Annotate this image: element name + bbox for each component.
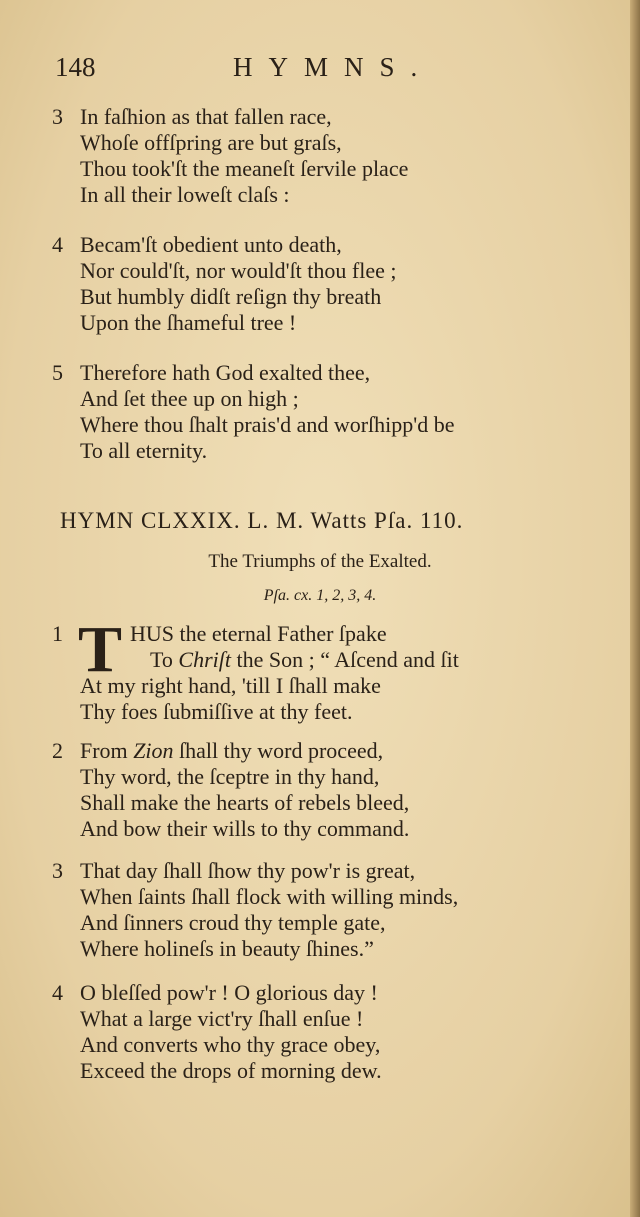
verse-line: But humbly didſt reſign thy breath <box>80 284 382 309</box>
verse-line: To all eternity. <box>80 438 208 463</box>
scripture-reference: Pſa. cx. 1, 2, 3, 4. <box>263 587 377 604</box>
verse-line: Becam'ſt obedient unto death, <box>80 232 342 257</box>
verse-line: To Chriſt the Son ; “ Aſcend and ſit <box>150 647 459 672</box>
page-edge <box>630 0 640 1217</box>
stanza-3-bottom <box>52 858 612 962</box>
verse-line: In all their loweſt claſs : <box>80 182 290 207</box>
stanza-5-top <box>52 360 612 464</box>
verse-line: And bow their wills to thy command. <box>80 816 410 841</box>
verse-line: At my right hand, 'till I ſhall make <box>80 673 381 698</box>
italic-name: Zion <box>133 738 174 763</box>
page-number: 148 <box>55 52 96 82</box>
stanza-1 <box>52 613 612 724</box>
verse-line: From Zion ſhall thy word proceed, <box>80 738 384 763</box>
hymn-subtitle: The Triumphs of the Exalted. <box>208 551 432 572</box>
verse-line: Thy foes ſubmiſſive at thy feet. <box>80 699 353 724</box>
stanza-number: 3 <box>52 858 63 883</box>
verse-line: Upon the ſhameful tree ! <box>80 310 297 335</box>
stanza-4-bottom <box>52 980 612 1084</box>
verse-line: And converts who thy grace obey, <box>80 1032 381 1057</box>
verse-line: Shall make the hearts of rebels bleed, <box>80 790 410 815</box>
stanza-2 <box>52 738 612 842</box>
stanza-number: 4 <box>52 980 63 1005</box>
stanza-number: 4 <box>52 232 63 257</box>
stanza-number: 5 <box>52 360 63 385</box>
verse-line: Where thou ſhalt prais'd and worſhipp'd be <box>80 412 455 437</box>
verse-line: Whoſe offſpring are but graſs, <box>80 130 342 155</box>
verse-line: Nor could'ſt, nor would'ſt thou flee ; <box>80 258 397 283</box>
verse-line: That day ſhall ſhow thy pow'r is great, <box>80 858 416 883</box>
running-head: HYMNS. <box>233 52 434 82</box>
verse-line: When ſaints ſhall flock with willing minds, <box>80 884 459 909</box>
verse-line: Therefore hath God exalted thee, <box>80 360 371 385</box>
verse-line: O bleſſed pow'r ! O glorious day ! <box>80 980 378 1005</box>
verse-line: HUS the eternal Father ſpake <box>130 621 387 646</box>
verse-line: Thou took'ſt the meaneſt ſervile place <box>80 156 409 181</box>
italic-name: Chriſt <box>178 647 231 672</box>
hymn-title: HYMN CLXXIX. L. M. Watts Pſa. 110. <box>60 508 464 533</box>
verse-line: Exceed the drops of morning dew. <box>80 1058 382 1083</box>
drop-cap: T <box>78 613 123 686</box>
stanza-number: 1 <box>52 621 63 646</box>
stanza-3-top <box>52 104 612 208</box>
stanza-number: 2 <box>52 738 63 763</box>
verse-line: And ſet thee up on high ; <box>80 386 299 411</box>
verse-line: What a large vict'ry ſhall enſue ! <box>80 1006 364 1031</box>
stanza-4-top <box>52 232 612 336</box>
verse-line: Thy word, the ſceptre in thy hand, <box>80 764 380 789</box>
verse-line: In faſhion as that fallen race, <box>80 104 332 129</box>
verse-line: And ſinners croud thy temple gate, <box>80 910 386 935</box>
verse-line: Where holineſs in beauty ſhines.” <box>80 936 374 961</box>
page-header <box>55 52 465 88</box>
stanza-number: 3 <box>52 104 63 129</box>
